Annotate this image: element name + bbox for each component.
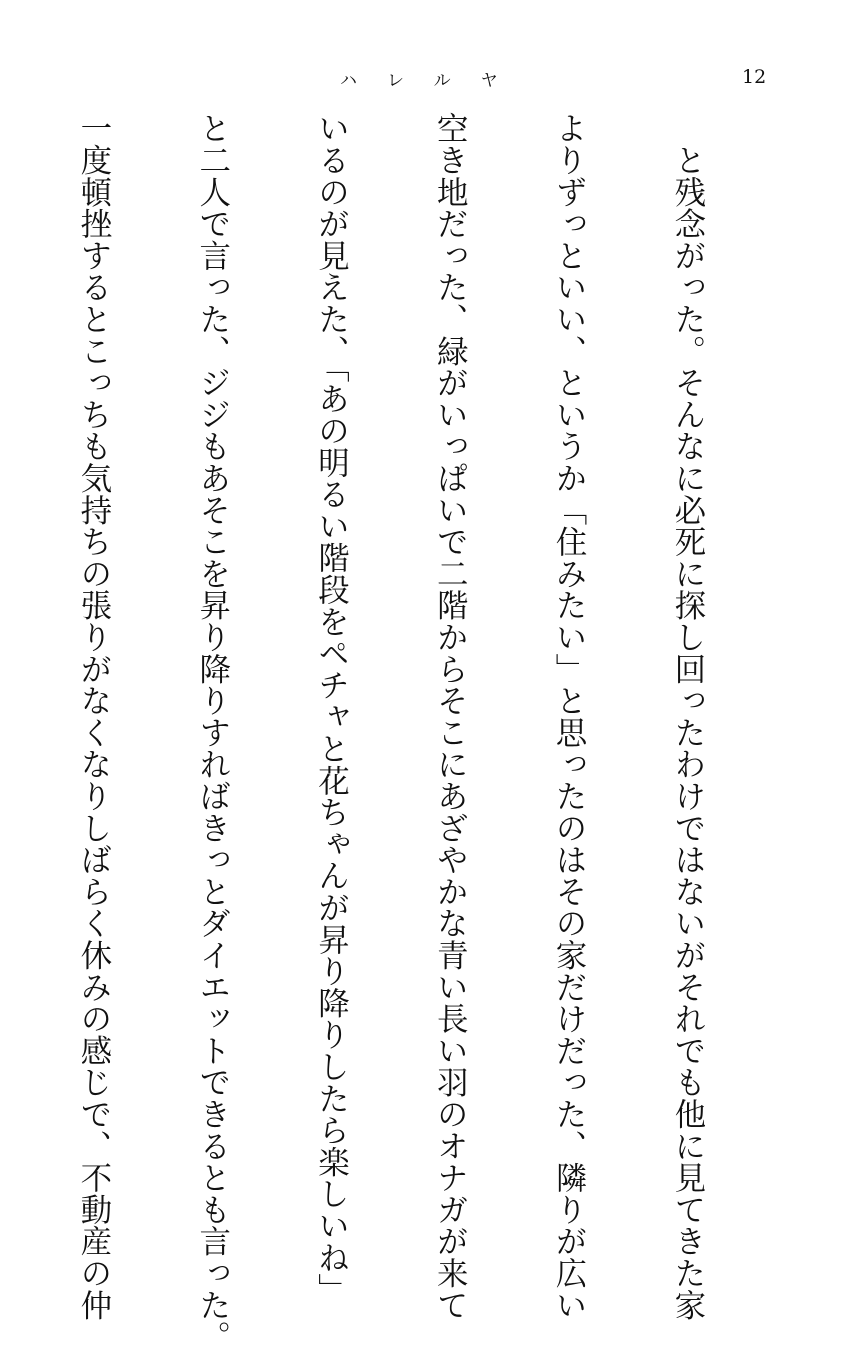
- running-header-title: ハレルヤ: [340, 71, 528, 91]
- text-line: 空き地だった、緑がいっぱいで二階からそこにあざやかな青い長い羽のオナガが来て: [432, 112, 469, 1321]
- page-number: 12: [742, 66, 767, 88]
- text-line: と残念がった。そんなに必死に探し回ったわけではないがそれでも他に見てきた家: [669, 112, 706, 1321]
- text-line: と二人で言った、ジジもあそこを昇り降りすればきっとダイエットできるとも言った。: [194, 112, 231, 1352]
- vertical-text-body: [75, 112, 786, 1352]
- text-line: 一度頓挫するとこっちも気持ちの張りがなくなりしばらく休みの感じで、不動産の仲: [75, 112, 112, 1321]
- text-line: いるのが見えた、「あの明るい階段をペチャと花ちゃんが昇り降りしたら楽しいね」: [313, 112, 350, 1305]
- text-line: よりずっといい、というか「住みたい」と思ったのはその家だけだった、隣りが広い: [551, 112, 588, 1321]
